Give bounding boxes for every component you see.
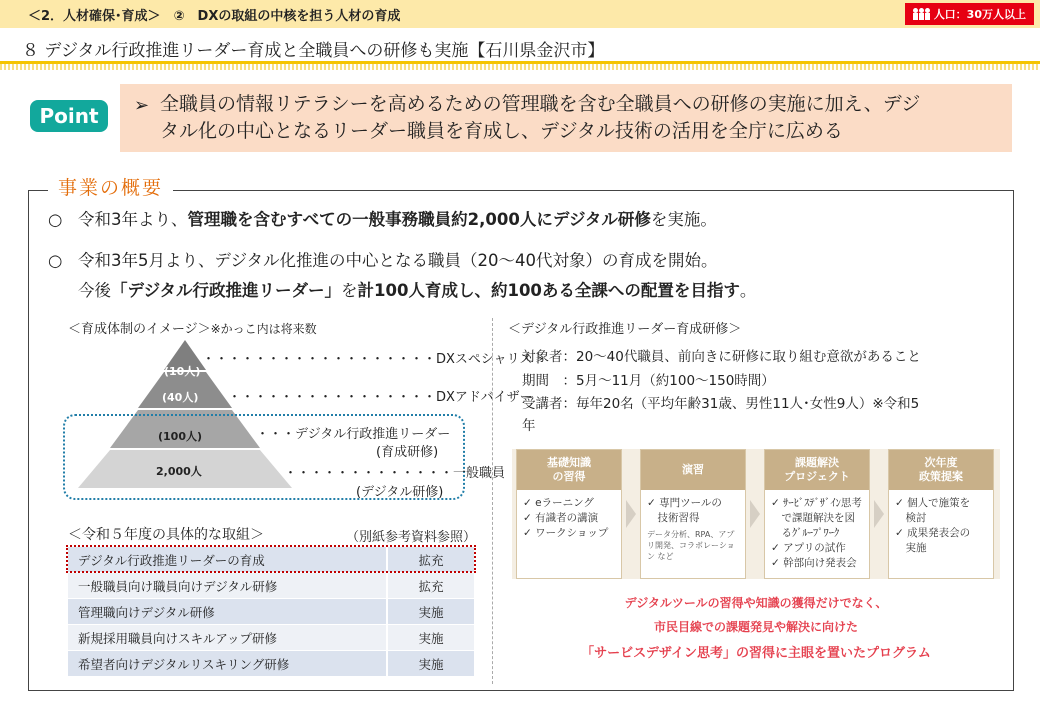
table-row bbox=[68, 625, 474, 651]
step-item: ✓ アプリの試作 bbox=[771, 542, 846, 554]
pyramid-count-4: 2,000人 bbox=[156, 465, 202, 478]
point-logo: Point bbox=[30, 100, 108, 132]
role-dx-specialist: ・・・・・・・・・・・・・・・・・・DXスペシャリスト bbox=[202, 352, 546, 367]
step-title: 次年度 bbox=[924, 456, 958, 469]
circle-bullet-icon: ○ bbox=[48, 251, 63, 270]
highlight-row-box bbox=[66, 545, 476, 573]
ikusei-heading-text: ＜育成体制のイメージ＞ bbox=[68, 322, 211, 337]
step-item: ✓ 成果発表会の bbox=[895, 527, 971, 539]
overview-bullet-2 bbox=[48, 247, 718, 271]
step-basic-knowledge bbox=[516, 449, 622, 579]
row-status: 実施 bbox=[386, 651, 474, 676]
step-project bbox=[764, 449, 870, 579]
step-title-2: プロジェクト bbox=[784, 470, 850, 483]
role-dx-advisor: ・・・・・・・・・・・・・・・・DXアドバイザー bbox=[228, 390, 533, 405]
ikusei-heading bbox=[68, 318, 317, 337]
table-row bbox=[68, 599, 474, 625]
pyramid-count-3: (100人) bbox=[158, 430, 203, 443]
circle-bullet-icon: ○ bbox=[48, 210, 63, 229]
population-label: 人口：30万人以上 bbox=[933, 8, 1026, 21]
page-title: ８ デジタル行政推進リーダー育成と全職員への研修も実施【石川県金沢市】 bbox=[22, 41, 605, 61]
people-icon bbox=[913, 8, 930, 20]
kenshu-period: 期間 ：5月～11月（約100～150時間） bbox=[522, 373, 775, 389]
step-item: 検討 bbox=[895, 512, 927, 524]
table-row bbox=[68, 573, 474, 599]
row-name: デジタル行政推進リーダーの育成 bbox=[78, 552, 265, 568]
program-message-2: 市民目線での課題発見や解決に向けた bbox=[653, 620, 858, 634]
pyramid-count-2: (40人) bbox=[162, 391, 199, 404]
column-divider bbox=[492, 318, 493, 684]
step-item: ✓ eラーニング bbox=[523, 497, 594, 509]
step-proposal bbox=[888, 449, 994, 579]
pyramid-count-1: (10人) bbox=[164, 365, 201, 378]
row-name: 新規採用職員向けスキルアップ研修 bbox=[78, 630, 278, 646]
step-item: 実施 bbox=[895, 542, 927, 554]
bullet-1-pre: 令和3年より、 bbox=[78, 210, 188, 229]
step-title-2: の習得 bbox=[552, 470, 586, 483]
step-title: 課題解決 bbox=[795, 456, 839, 469]
step-title: 演習 bbox=[682, 463, 704, 476]
step-title-2: 政策提案 bbox=[919, 470, 963, 483]
point-line-1: 全職員の情報リテラシーを高めるための管理職を含む全職員への研修の実施に加え、デジ bbox=[160, 93, 921, 115]
bullet-1-post: を実施。 bbox=[650, 210, 717, 229]
role-leader-sub: (育成研修) bbox=[376, 445, 439, 460]
overview-title: 事業の概要 bbox=[48, 173, 173, 200]
bullet-1-bold: 管理職を含むすべての一般事務職員約2,000人にデジタル研修 bbox=[187, 210, 651, 229]
flow-arrow-icon bbox=[750, 500, 760, 528]
row-status: 実施 bbox=[386, 625, 474, 650]
overview-bullet-2-cont bbox=[78, 277, 756, 301]
role-leader: ・・・デジタル行政推進リーダー bbox=[256, 427, 451, 442]
bullet-3-pre: 今後 bbox=[78, 281, 111, 300]
step-item: で課題解決を図 bbox=[771, 512, 855, 524]
bullet-3-mid: を bbox=[341, 281, 358, 300]
arrow-bullet-icon: ➢ bbox=[134, 95, 150, 116]
row-status: 実施 bbox=[386, 599, 474, 624]
population-badge bbox=[905, 3, 1034, 25]
row-status: 拡充 bbox=[386, 573, 474, 598]
overview-bullet-1 bbox=[48, 206, 717, 230]
flow-arrow-icon bbox=[874, 500, 884, 528]
program-message-1: デジタルツールの習得や知識の獲得だけでなく、 bbox=[624, 596, 888, 610]
role-general: ・・・・・・・・・・・・・一般職員 bbox=[284, 466, 506, 481]
step-title: 基礎知識 bbox=[547, 456, 591, 469]
step-item-note: データ分析、RPA、アプリ開発、コラボレーション など bbox=[647, 530, 735, 561]
step-item: 技術習得 bbox=[647, 512, 700, 524]
point-banner bbox=[120, 84, 1012, 152]
step-item: るｸﾞﾙｰﾌﾟﾜｰｸ bbox=[771, 527, 840, 539]
step-item: ✓ ワークショップ bbox=[523, 527, 609, 539]
table-row bbox=[68, 651, 474, 677]
kenshu-heading: ＜デジタル行政推進リーダー育成研修＞ bbox=[508, 322, 742, 337]
header-bar bbox=[0, 0, 1040, 28]
point-line-2: タル化の中心となるリーダー職員を育成し、デジタル技術の活用を全庁に広める bbox=[160, 120, 843, 142]
bullet-3-bold2: 計100人育成し、約100ある全課への配置を目指す bbox=[357, 281, 740, 300]
role-general-sub: (デジタル研修) bbox=[356, 485, 444, 500]
step-item: ✓ 個人で施策を bbox=[895, 497, 971, 509]
flow-arrow-icon bbox=[626, 500, 636, 528]
title-underline-pattern bbox=[0, 64, 1040, 70]
bullet-3-post: 。 bbox=[739, 281, 757, 300]
bullet-3-bold1: 「デジタル行政推進リーダー」 bbox=[111, 281, 342, 300]
step-item: ✓ 幹部向け発表会 bbox=[771, 557, 857, 569]
row-status: 拡充 bbox=[386, 547, 474, 572]
step-item: ✓ 有識者の講演 bbox=[523, 512, 599, 524]
section-heading: ＜2．人材確保･育成＞ ② DXの取組の中核を担う人材の育成 bbox=[28, 9, 401, 24]
r5-heading: ＜令和５年度の具体的な取組＞ bbox=[68, 527, 264, 543]
kenshu-attendees-cont: 年 bbox=[522, 418, 536, 434]
row-name: 希望者向けデジタルリスキリング研修 bbox=[78, 656, 290, 672]
step-exercise bbox=[640, 449, 746, 579]
step-item: ✓ ｻｰﾋﾞｽﾃﾞｻﾞｲﾝ思考 bbox=[771, 497, 862, 509]
kenshu-attendees: 受講者：毎年20名（平均年齢31歳、男性11人･女性9人）※令和5 bbox=[522, 396, 920, 412]
row-name: 管理職向けデジタル研修 bbox=[78, 604, 215, 620]
program-message-3: 「サービスデザイン思考」の習得に主眼を置いたプログラム bbox=[581, 646, 931, 661]
kenshu-target: 対象者：20～40代職員、前向きに研修に取り組む意欲があること bbox=[522, 349, 921, 365]
row-name: 一般職員向け職員向けデジタル研修 bbox=[78, 578, 278, 594]
bullet-2-text: 令和3年5月より、デジタル化推進の中心となる職員（20～40代対象）の育成を開始。 bbox=[78, 251, 718, 270]
ikusei-note: ※かっこ内は将来数 bbox=[210, 322, 317, 336]
step-item: ✓ 専門ツールの bbox=[647, 497, 722, 509]
r5-note: （別紙参考資料参照） bbox=[346, 530, 477, 545]
